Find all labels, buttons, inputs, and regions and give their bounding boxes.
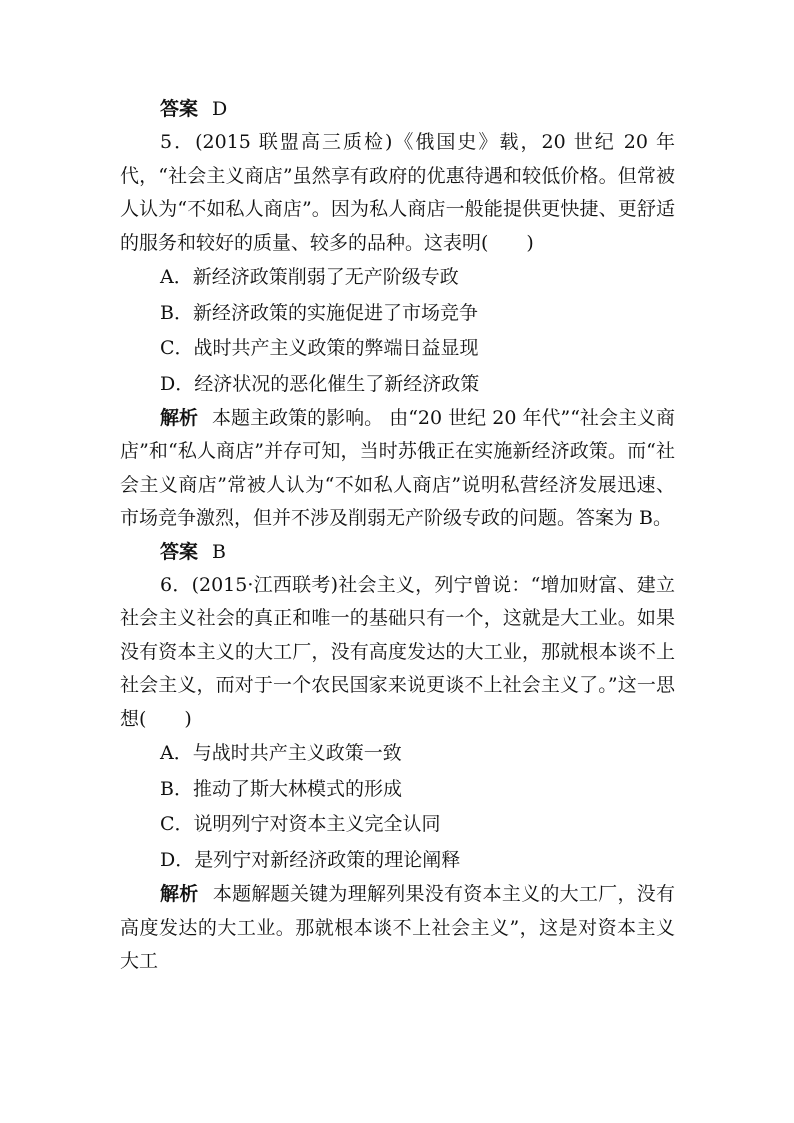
question-5-stem: 5．(2015 联盟高三质检)《俄国史》载，20 世纪 20 年代，“社会主义商店”虽然享有政府的优惠待遇和较低价格。但常被人认为“不如私人商店”。因为私人商店一般能提供更快捷、更舒适的服务和较好的质量、较多的品种。这表明( ) xyxy=(120,131,675,254)
question-5-option-b: B．新经济政策的实施促进了市场竞争 xyxy=(160,301,478,324)
question-5-option-d: D．经济状况的恶化催生了新经济政策 xyxy=(160,372,480,395)
question-6-option-d: D．是列宁对新经济政策的理论阐释 xyxy=(160,848,461,871)
question-6-option-b: B．推动了斯大林模式的形成 xyxy=(160,777,402,800)
analysis-label: 解析 xyxy=(160,883,199,906)
analysis-label: 解析 xyxy=(160,407,199,430)
answer-label: 答案 xyxy=(160,98,199,120)
question-5-analysis xyxy=(120,402,675,536)
answer-line xyxy=(120,93,675,126)
question-6-stem: 6．(2015·江西联考)社会主义，列宁曾说：“增加财富、建立社会主义社会的真正和唯一的基础只有一个，这就是大工业。如果没有资本主义的大工厂，没有高度发达的大工业，那就根本谈不上社会主义，而对于一个农民国家来说更谈不上社会主义了。”这一思想( ) xyxy=(120,574,675,730)
question-6-option-a: A．与战时共产主义政策一致 xyxy=(160,742,402,765)
analysis-text: 本题主政策的影响。 由“20 世纪 20 年代”“社会主义商店”和“私人商店”并存可知，当时苏俄正在实施新经济政策。而“社会主义商店”常被人认为“不如私人商店”说明私营经济发展迅速、市场竞争激烈，但并不涉及削弱无产阶级专政的问题。答案为 B。 xyxy=(120,407,675,530)
answer-label: 答案 xyxy=(160,540,199,563)
analysis-text: 本题解题关键为理解列果没有资本主义的大工厂，没有高度发达的大工业。那就根本谈不上社会主义”，这是对资本主义大工 xyxy=(120,883,675,972)
question-5-option-c: C．战时共产主义政策的弊端日益显现 xyxy=(160,337,479,360)
question-5-option-a: A．新经济政策削弱了无产阶级专政 xyxy=(160,266,459,289)
question-6-analysis xyxy=(120,878,675,978)
answer-value: D xyxy=(212,98,228,120)
question-6-option-c: C．说明列宁对资本主义完全认同 xyxy=(160,813,441,836)
document-content xyxy=(120,93,675,978)
question-5-answer xyxy=(120,536,675,569)
answer-value: B xyxy=(212,540,226,563)
